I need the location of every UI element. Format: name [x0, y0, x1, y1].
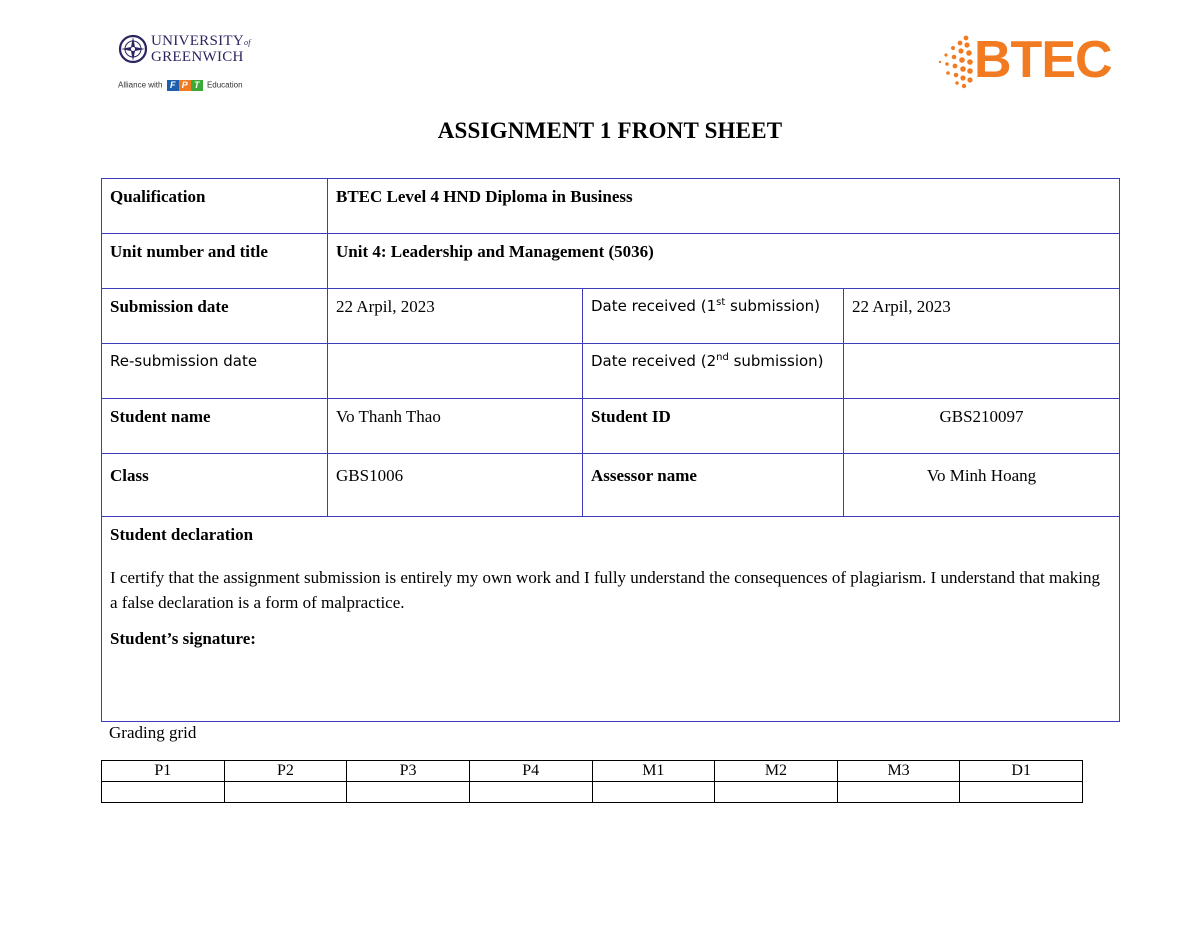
grade-p1: P1 [102, 761, 225, 782]
declaration-cell [102, 517, 1120, 722]
resubmission-date-value [328, 344, 583, 399]
date-received-2-label: Date received (2nd submission) [583, 344, 844, 399]
assessor-value: Vo Minh Hoang [844, 454, 1120, 517]
unit-value: Unit 4: Leadership and Management (5036) [328, 234, 1120, 289]
resubmission-date-label: Re-submission date [102, 344, 328, 399]
unit-label: Unit number and title [102, 234, 328, 289]
grading-value-row [102, 782, 1083, 803]
grade-p3: P3 [347, 761, 470, 782]
grade-p4: P4 [469, 761, 592, 782]
declaration-heading: Student declaration [110, 525, 254, 544]
grading-grid [101, 760, 1083, 803]
student-name-label: Student name [102, 399, 328, 454]
signature-label: Student’s signature: [110, 629, 256, 648]
class-value: GBS1006 [328, 454, 583, 517]
university-name: UNIVERSITYof GREENWICH [151, 33, 251, 65]
grading-header-row [102, 761, 1083, 782]
grade-cell [469, 782, 592, 803]
btec-dots-icon [936, 34, 976, 90]
front-sheet-table [101, 178, 1120, 722]
student-id-label: Student ID [583, 399, 844, 454]
qualification-label: Qualification [102, 179, 328, 234]
student-row [102, 399, 1120, 454]
submission-date-value: 22 Arpil, 2023 [328, 289, 583, 344]
grade-cell [960, 782, 1083, 803]
university-of-greenwich-logo [118, 32, 258, 94]
assessor-label: Assessor name [583, 454, 844, 517]
grade-cell [224, 782, 347, 803]
compass-seal-icon [118, 34, 148, 64]
grade-d1: D1 [960, 761, 1083, 782]
fpt-logo: F P T [167, 80, 203, 91]
submission-date-label: Submission date [102, 289, 328, 344]
unit-row [102, 234, 1120, 289]
submission-row [102, 289, 1120, 344]
qualification-row [102, 179, 1120, 234]
grade-m2: M2 [715, 761, 838, 782]
student-name-value: Vo Thanh Thao [328, 399, 583, 454]
btec-wordmark: BTEC [974, 31, 1112, 89]
grade-p2: P2 [224, 761, 347, 782]
declaration-row [102, 517, 1120, 722]
grade-cell [715, 782, 838, 803]
resubmission-row [102, 344, 1120, 399]
grade-cell [102, 782, 225, 803]
page-title: ASSIGNMENT 1 FRONT SHEET [437, 118, 783, 143]
date-received-2-value [844, 344, 1120, 399]
grade-m1: M1 [592, 761, 715, 782]
grade-cell [347, 782, 470, 803]
qualification-value: BTEC Level 4 HND Diploma in Business [328, 179, 1120, 234]
grade-cell [837, 782, 960, 803]
date-received-1-label: Date received (1st submission) [583, 289, 844, 344]
grade-m3: M3 [837, 761, 960, 782]
grading-grid-label: Grading grid [109, 723, 197, 742]
declaration-text: I certify that the assignment submission is entirely my own work and I fully understand the consequences of plagiarism. I understand that making a false declaration is a form of malpractice. [110, 568, 1101, 612]
class-row [102, 454, 1120, 517]
grade-cell [592, 782, 715, 803]
btec-logo [936, 31, 1122, 90]
date-received-1-value: 22 Arpil, 2023 [844, 289, 1120, 344]
class-label: Class [102, 454, 328, 517]
student-id-value: GBS210097 [844, 399, 1120, 454]
alliance-line: Alliance with F P T Education [118, 80, 243, 90]
